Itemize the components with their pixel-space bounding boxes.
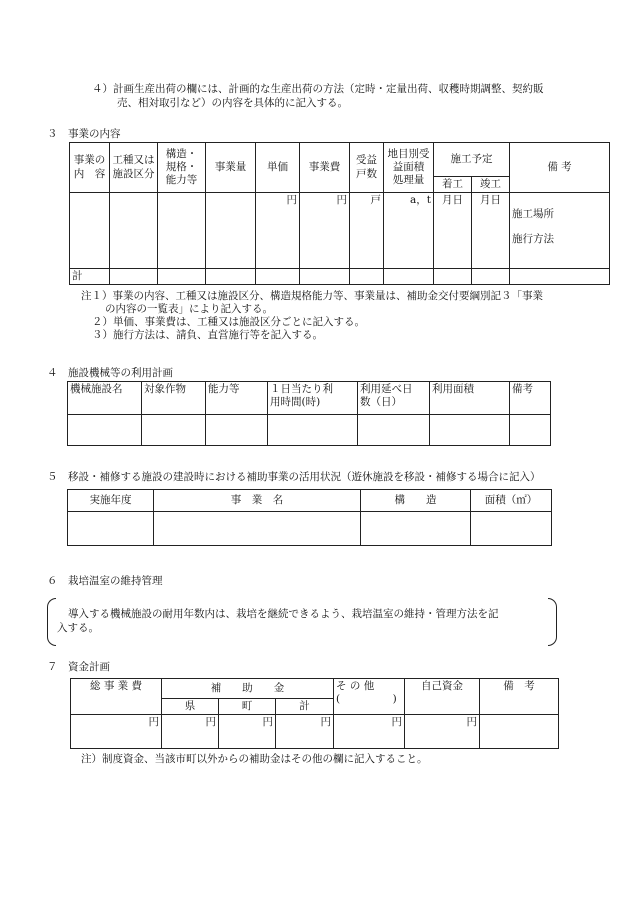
equipment-plan-table: [67, 381, 551, 446]
header-other: そ の 他 ( ): [334, 679, 405, 715]
cell-sum-yen: 円: [276, 715, 334, 749]
header-area: 面積（㎡）: [471, 490, 552, 512]
intro-line-1: ４）計画生産出荷の欄には、計画的な生産出荷の方法（定時・定量出荷、収穫時期調整、契約販: [92, 83, 544, 95]
header-content: 事業の 内 容: [70, 143, 110, 193]
cell-area: a，t: [384, 193, 434, 269]
cell-remarks: [510, 193, 610, 269]
cell-self-yen: 円: [405, 715, 480, 749]
cell-town-yen: 円: [219, 715, 276, 749]
total-label: 計: [70, 269, 110, 285]
header-end: 竣工: [472, 177, 510, 193]
header-area: 地目別受 益面積 処理量: [384, 143, 434, 193]
cell-cost: 円: [300, 193, 350, 269]
right-bracket: [548, 598, 557, 646]
header-remarks: 備 考: [480, 679, 559, 715]
cell-total-yen: 円: [71, 715, 162, 749]
s3-note-2: ２）単価、事業費は、工種又は施設区分ごとに記入する。: [92, 316, 365, 328]
header-cost: 事業費: [300, 143, 350, 193]
s6-text-b: 入する。: [57, 622, 99, 634]
remarks-method: 施行方法: [512, 233, 554, 246]
header-self-fund: 自己資金: [405, 679, 480, 715]
header-days: 利用延べ日 数（日）: [358, 382, 430, 415]
section-6-heading: ６ 栽培温室の維持管理: [47, 575, 163, 587]
header-households: 受益 戸数: [350, 143, 384, 193]
header-subsidy: 補 助 金: [162, 679, 334, 699]
cell-spec: [158, 193, 206, 269]
cell-end: 月日: [472, 193, 510, 269]
header-structure: 構 造: [361, 490, 471, 512]
s3-note-1b: の内容の一覧表」により記入する。: [105, 303, 273, 315]
header-quantity: 事業量: [206, 143, 256, 193]
header-schedule: 施工予定: [434, 143, 510, 177]
funding-plan-table: [70, 678, 559, 749]
header-prefecture: 県: [162, 699, 219, 715]
header-spec: 構造・ 規格・ 能力等: [158, 143, 206, 193]
cell-content: [70, 193, 110, 269]
s7-note: 注）制度資金、当該市町以外からの補助金はその他の欄に記入すること。: [81, 753, 428, 765]
cell-other-yen: 円: [334, 715, 405, 749]
intro-line-2: 売、相対取引など）の内容を具体的に記入する。: [117, 97, 348, 109]
cell-households: 戸: [350, 193, 384, 269]
cell-type: [110, 193, 158, 269]
cell-remarks: [480, 715, 559, 749]
header-remarks: 備 考: [510, 143, 610, 193]
section-7-heading: ７ 資金計画: [47, 661, 110, 673]
s3-note-3: ３）施行方法は、請負、直営施行等を記入する。: [92, 329, 323, 341]
cell-unit-price: 円: [256, 193, 300, 269]
header-start: 着工: [434, 177, 472, 193]
cell-quantity: [206, 193, 256, 269]
header-subsidy-sum: 計: [276, 699, 334, 715]
section-3-heading: ３ 事業の内容: [47, 128, 121, 140]
header-hours: １日当たり利 用時間(時): [268, 382, 358, 415]
cell-start: 月日: [434, 193, 472, 269]
cell-pref-yen: 円: [162, 715, 219, 749]
header-year: 実施年度: [68, 490, 154, 512]
facility-history-table: [67, 489, 552, 546]
header-crop: 対象作物: [142, 382, 206, 415]
header-type: 工種又は 施設区分: [110, 143, 158, 193]
left-bracket: [47, 598, 56, 646]
section-4-heading: ４ 施設機械等の利用計画: [47, 367, 173, 379]
section-5-heading: ５ 移設・補修する施設の建設時における補助事業の活用状況（遊休施設を移設・補修する場合に記入）: [47, 471, 541, 483]
s6-text-a: 導入する機械施設の耐用年数内は、栽培を継続できるよう、栽培温室の維持・管理方法を記: [68, 608, 499, 620]
header-total-cost: 総 事 業 費: [71, 679, 162, 715]
header-machine: 機械施設名: [68, 382, 142, 415]
header-area: 利用面積: [430, 382, 510, 415]
header-town: 町: [219, 699, 276, 715]
header-name: 事 業 名: [154, 490, 361, 512]
header-capacity: 能力等: [206, 382, 268, 415]
header-remarks: 備考: [510, 382, 551, 415]
business-content-table: [69, 142, 610, 285]
header-unit-price: 単価: [256, 143, 300, 193]
remarks-place: 施工場所: [512, 208, 554, 221]
s3-note-1a: 注１）事業の内容、工種又は施設区分、構造規格能力等、事業量は、補助金交付要綱別記３「事業: [81, 290, 543, 302]
